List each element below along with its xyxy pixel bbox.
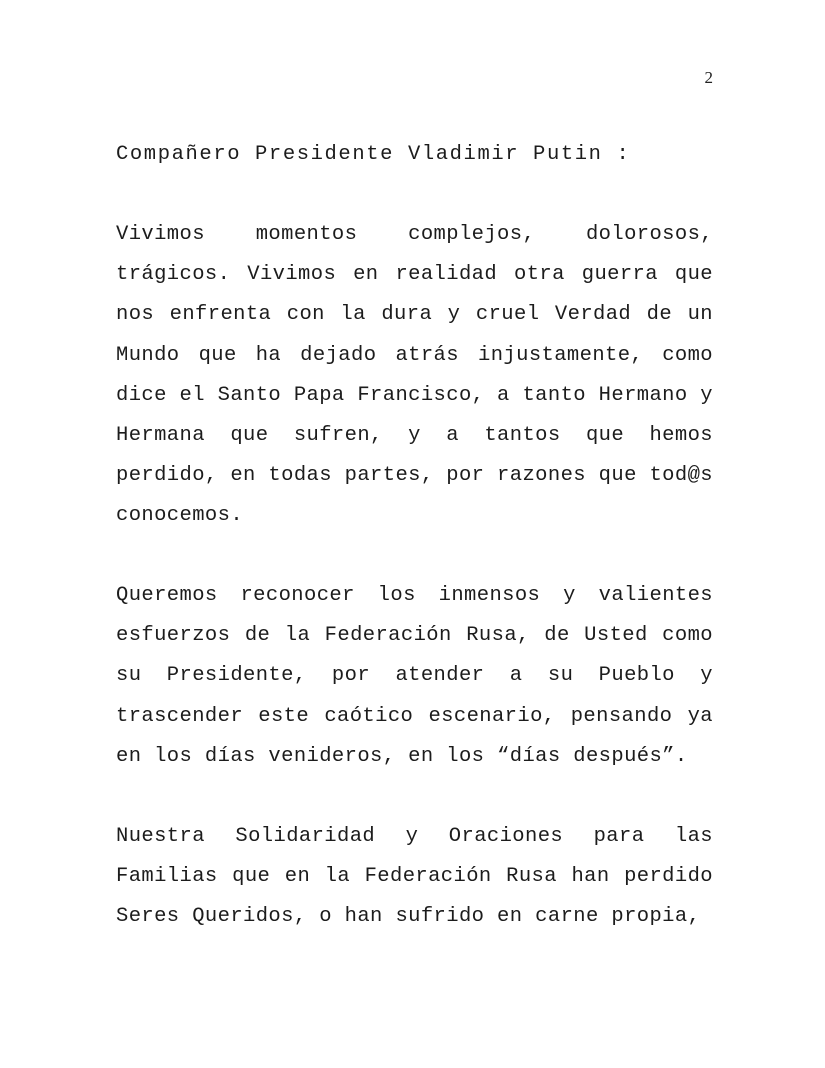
- letter-paragraph-1: Vivimos momentos complejos, dolorosos, trágicos. Vivimos en realidad otra guerra que nos enfrenta con la dura y cruel Verdad de un Mundo que ha dejado atrás injustamente, como dice el Santo Papa Francisco, a tanto Hermano y Hermana que sufren, y a tantos que hemos perdido, en todas partes, por razones que tod@s conocemos.: [116, 223, 713, 528]
- page-number: 2: [704, 68, 713, 87]
- letter-paragraph-3: Nuestra Solidaridad y Oraciones para las Familias que en la Federación Rusa han perdido Seres Queridos, o han sufrido en carne propia,: [116, 825, 713, 929]
- letter-paragraph-2: Queremos reconocer los inmensos y valientes esfuerzos de la Federación Rusa, de Usted como su Presidente, por atender a su Pueblo y trascender este caótico escenario, pensando ya en los días venideros, en los “días después”.: [116, 584, 713, 768]
- letter-salutation: Compañero Presidente Vladimir Putin :: [116, 143, 631, 166]
